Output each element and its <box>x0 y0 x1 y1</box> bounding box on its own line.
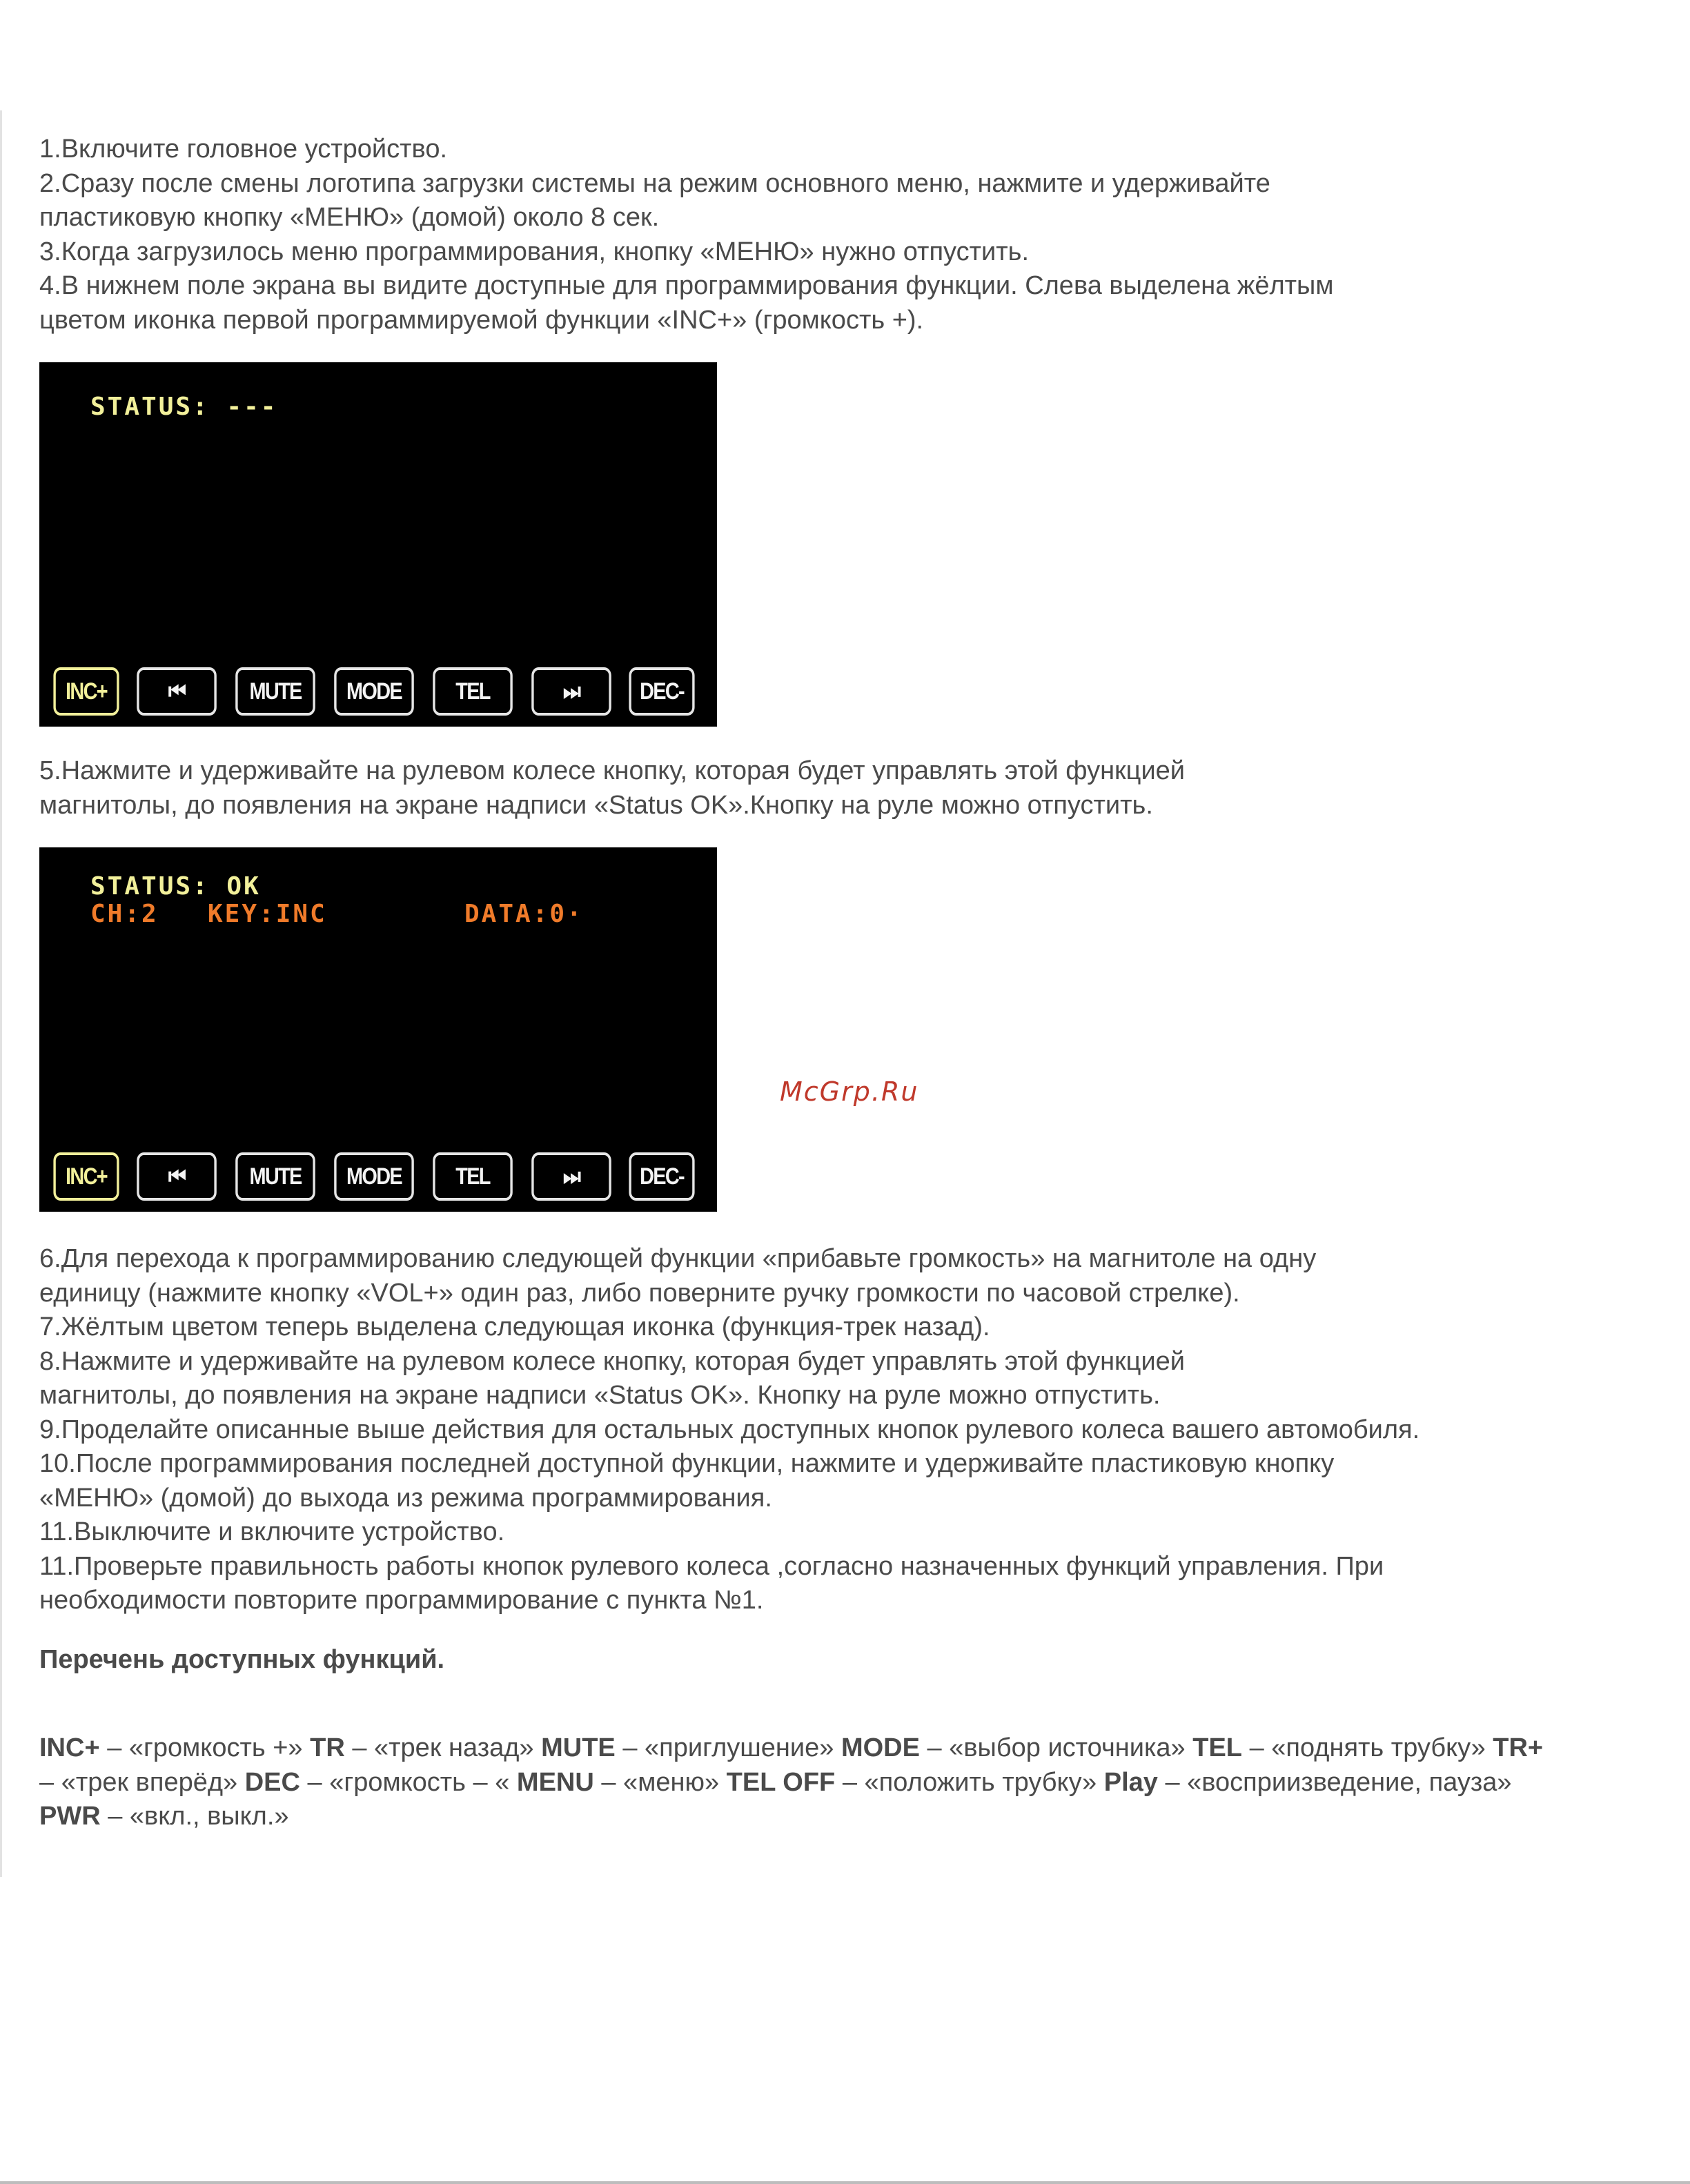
status-ok-text: STATUS: OK <box>90 872 261 901</box>
function-key: PWR <box>39 1802 101 1831</box>
inc-plus-button: INC+ <box>53 1152 119 1201</box>
document-body <box>39 132 1627 1834</box>
function-key: DEC <box>244 1767 300 1797</box>
watermark-text: McGrp.Ru <box>780 1076 919 1107</box>
function-desc: – «трек вперёд» <box>39 1767 245 1797</box>
functions-heading: Перечень доступных функций. <box>39 1644 445 1674</box>
tel-button: TEL <box>433 1152 513 1201</box>
mute-button: MUTE <box>235 667 315 716</box>
function-desc: – «вкл., выкл.» <box>100 1802 289 1831</box>
function-key: TR+ <box>1493 1733 1544 1762</box>
function-desc: – «громкость – « <box>299 1767 517 1797</box>
function-key: TEL <box>1192 1733 1243 1762</box>
intro-steps <box>39 132 1627 337</box>
function-key: TR <box>310 1733 345 1762</box>
mode-button: MODE <box>334 1152 414 1201</box>
page-bottom-border <box>0 2181 1690 2184</box>
functions-list <box>39 1698 1558 1834</box>
next-track-icon: ⏭ <box>531 667 611 716</box>
programming-screen-2 <box>39 847 717 1212</box>
function-desc: – «поднять трубку» <box>1242 1733 1493 1762</box>
function-desc: – «громкость +» <box>99 1733 311 1762</box>
step-2: 2.Сразу после смены логотипа загрузки системы на режим основного меню, нажмите и удерживайте пластиковую кнопку «МЕНЮ» (домой) около 8 сек. <box>39 168 1270 232</box>
dec-minus-button: DEC- <box>629 1152 694 1201</box>
function-desc: – «приглушение» <box>615 1733 841 1762</box>
function-key: INC+ <box>39 1733 100 1762</box>
programming-screen-1 <box>39 362 717 727</box>
prev-track-icon: ⏮ <box>137 1152 217 1201</box>
tel-button: TEL <box>433 667 513 716</box>
page-left-border <box>0 110 2 1877</box>
function-key: MENU <box>516 1767 594 1797</box>
function-desc: – «меню» <box>593 1767 727 1797</box>
function-button-bar <box>48 1152 700 1201</box>
step-3: 3.Когда загрузилось меню программирования, кнопку «МЕНЮ» нужно отпустить. <box>39 237 1029 266</box>
inc-plus-button: INC+ <box>53 667 119 716</box>
function-key: Play <box>1103 1767 1158 1797</box>
data-text: DATA:0· <box>464 900 584 928</box>
mode-button: MODE <box>334 667 414 716</box>
function-desc: – «положить трубку» <box>835 1767 1104 1797</box>
next-track-icon: ⏭ <box>531 1152 611 1201</box>
function-key: MUTE <box>541 1733 616 1762</box>
step-4: 4.В нижнем поле экрана вы видите доступные для программирования функции. Слева выделена жёлтым цветом иконка первой программируемой функции «INC+» (громкость +). <box>39 271 1334 335</box>
function-desc: – «восприизведение, пауза» <box>1157 1767 1512 1797</box>
prev-track-icon: ⏮ <box>137 667 217 716</box>
channel-text: CH:2 <box>90 900 159 928</box>
status-text: STATUS: --- <box>90 393 278 421</box>
step-5: 5.Нажмите и удерживайте на рулевом колесе кнопку, которая будет управлять этой функцией магнитолы, до появления на экране надписи «Status OK».Кнопку на руле можно отпустить. <box>39 756 1186 820</box>
dec-minus-button: DEC- <box>629 667 694 716</box>
function-key: MODE <box>841 1733 920 1762</box>
step-1: 1.Включите головное устройство. <box>39 135 448 164</box>
function-button-bar <box>48 667 700 716</box>
mute-button: MUTE <box>235 1152 315 1201</box>
function-desc: – «выбор источника» <box>919 1733 1193 1762</box>
function-key: TEL OFF <box>726 1767 836 1797</box>
function-desc: – «трек назад» <box>344 1733 542 1762</box>
steps-6-11: 6.Для перехода к программированию следующей функции «прибавьте громкость» на магнитоле на одну единицу (нажмите кнопку «VOL+» один раз, либо поверните ручку громкости по часовой стрелке). 7.Жёлтым цветом теперь выделена следующая иконка (функция-трек назад). 8.Нажмите и удерживайте на рулевом колесе кнопку, которая будет управлять этой функцией магнитолы, до появления на экране надписи «Status OK». Кнопку на руле можно отпустить. 9.Проделайте описанные выше действия для остальных доступных кнопок рулевого колеса вашего автомобиля. 10.После программирования последней доступной функции, нажмите и удерживайте пластиковую кнопку «МЕНЮ» (домой) до выхода из режима программирования. 11.Выключите и включите устройство. 11.Проверьте правильность работы кнопок рулевого колеса ,согласно назначенных функций управления. При необходимости повторите программирование с пункта №1. <box>39 1244 1420 1615</box>
key-text: KEY:INC <box>208 900 327 928</box>
